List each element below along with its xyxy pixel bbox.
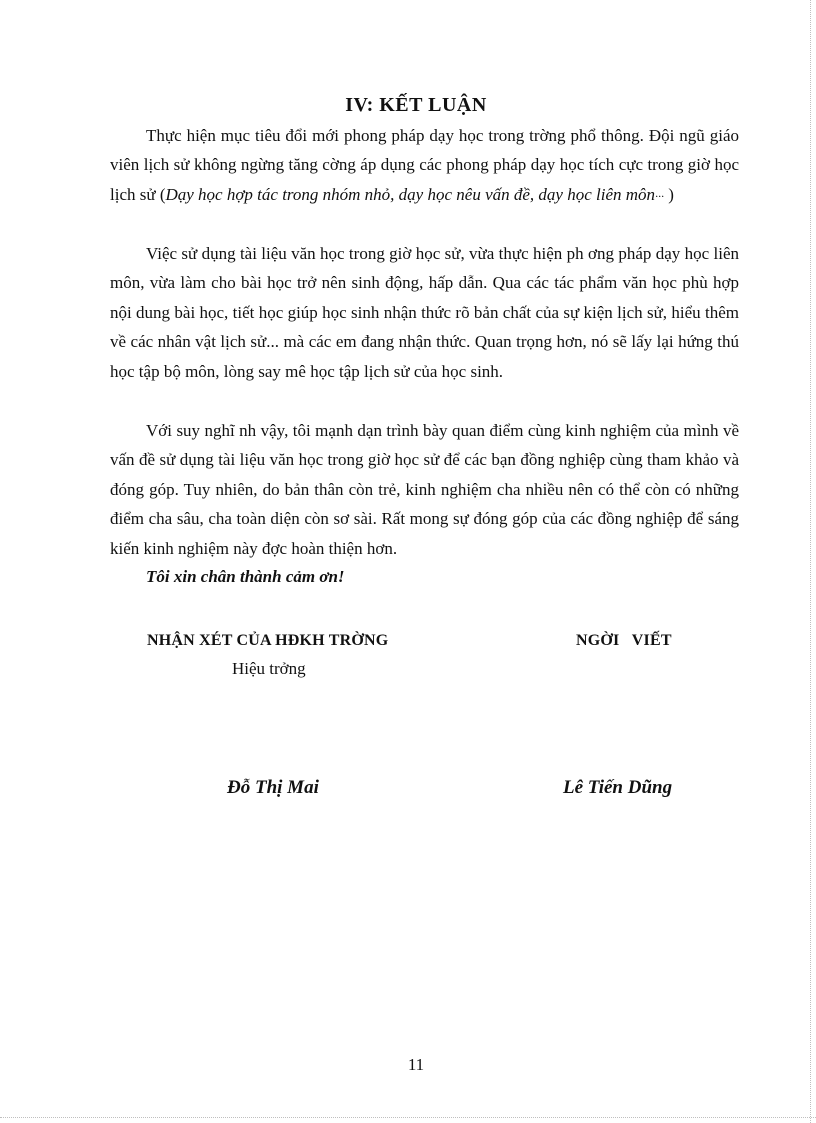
paragraph-objective-close: ) (668, 184, 674, 204)
paragraph-literature-use (110, 239, 739, 386)
paragraph-literature-use-text: Việc sử dụng tài liệu văn học trong giờ học sử, vừa thực hiện ph ơng pháp dạy học liên môn, vừa làm cho bài học trở nên sinh động, hấp dẫn. Qua các tác phẩm văn học phù hợp nội dung bài học, tiết học giúp học sinh nhận thức rõ bản chất của sự kiện lịch sử, hiểu thêm về các nhân vật lịch sử... mà các em đang nhận thức. Quan trọng hơn, nó sẽ lấy lại hứng thú học tập bộ môn, lòng say mê học tập lịch sử của học sinh. (110, 244, 739, 381)
paragraph-closing (110, 416, 739, 563)
author-name: Lê Tiến Dũng (563, 777, 673, 798)
author-title: NGỜI VIẾT (576, 632, 672, 649)
council-review-title: NHẬN XÉT CỦA HĐKH TRỜNG (147, 632, 389, 649)
paragraph-objective-text: Thực hiện mục tiêu đổi mới phong pháp dạy học trong trờng phổ thông. Đội ngũ giáo viên lịch sử không ngừng tăng cờng áp dụng các phong pháp dạy học tích cực trong giờ học lịch sử ( (110, 126, 739, 204)
principal-name: Đỗ Thị Mai (227, 777, 319, 798)
thanks-line: Tôi xin chân thành cảm ơn! (146, 567, 345, 586)
principal-label: Hiệu trởng (232, 659, 306, 678)
paragraph-objective-ellipsis: ··· (655, 188, 665, 203)
section-heading: IV: KẾT LUẬN (345, 94, 487, 116)
page-border-bottom (0, 1117, 816, 1118)
page-border-right (810, 0, 811, 1123)
paragraph-objective (110, 121, 739, 211)
paragraph-objective-italic: Dạy học hợp tác trong nhóm nhỏ, dạy học nêu vấn đề, dạy học liên môn (165, 184, 656, 204)
page-number: 11 (407, 1055, 425, 1074)
paragraph-closing-text: Với suy nghĩ nh vậy, tôi mạnh dạn trình bày quan điểm cùng kinh nghiệm của mình về vấn đề sử dụng tài liệu văn học trong giờ học sử để các bạn đồng nghiệp cùng tham khảo và đóng góp. Tuy nhiên, do bản thân còn trẻ, kinh nghiệm cha nhiều nên có thể còn có những điểm cha sâu, cha toàn diện còn sơ sài. Rất mong sự đóng góp của các đồng nghiệp để sáng kiến kinh nghiệm này đợc hoàn thiện hơn. (110, 421, 739, 558)
